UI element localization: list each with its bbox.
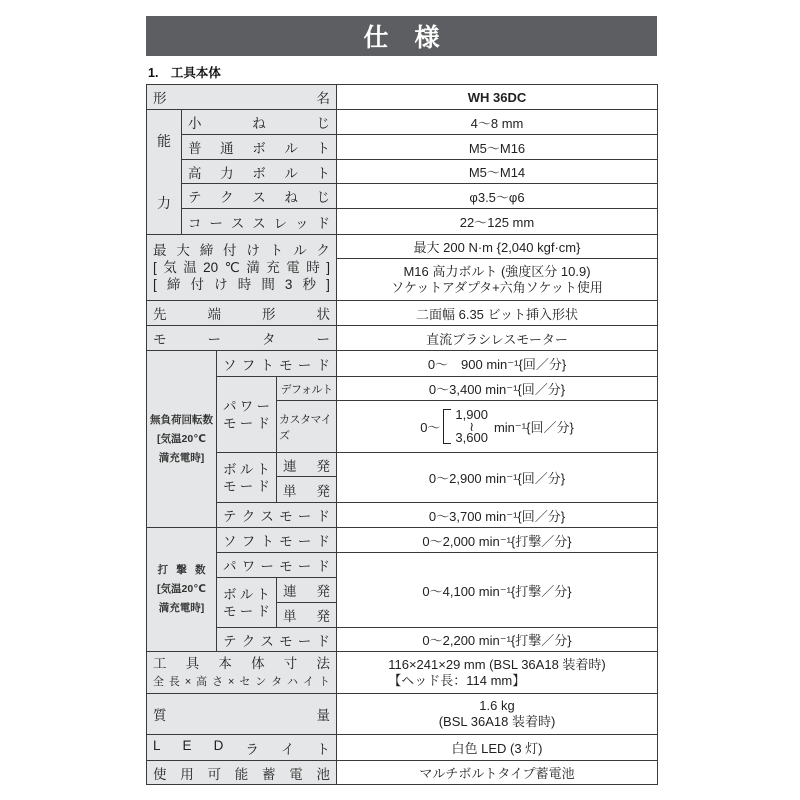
label-condition: 満充電時] xyxy=(158,602,205,614)
label-battery xyxy=(146,760,337,785)
value-high-tension-bolt: M5～M14 xyxy=(336,159,658,184)
label-max-torque xyxy=(146,234,337,301)
label-tex-screw xyxy=(181,183,337,209)
range-min: 1,900 xyxy=(455,407,488,423)
title-banner xyxy=(146,16,657,56)
value-impact-soft-mode: 0～2,000 min⁻¹{打撃／分} xyxy=(336,527,658,553)
label-text: テ ク ス ね じ xyxy=(188,190,330,205)
value-speed-tex-mode: 0～3,700 min⁻¹{回／分} xyxy=(336,502,658,528)
range-value xyxy=(420,409,574,444)
label-speed-single xyxy=(276,476,337,503)
label-model xyxy=(146,84,337,110)
label-impact-bolt-mode xyxy=(216,577,277,628)
label-text: モ ー ド xyxy=(223,603,270,619)
label-text: 高 力 ボ ル ト xyxy=(188,165,330,181)
label-dimensions xyxy=(146,651,337,694)
label-text: 形 名 xyxy=(153,91,330,106)
label-text: ボ ル ト xyxy=(223,461,270,477)
range-max: 3,600 xyxy=(455,430,488,446)
label-text: ソ フ ト モ ー ド xyxy=(223,534,330,549)
label-lines xyxy=(153,242,330,293)
range-prefix: 0～ xyxy=(420,420,441,435)
page-title: 仕様 xyxy=(363,24,466,52)
value-led-light: 白色 LED (3 灯) xyxy=(336,734,658,761)
label-text: 普 通 ボ ル ト xyxy=(188,141,330,156)
value-line: ソケットアダプタ+六角ソケット使用 xyxy=(391,279,603,295)
label-text: ソ フ ト モ ー ド xyxy=(223,357,330,373)
value-speed-customize xyxy=(336,400,658,453)
label-condition: 満充電時] xyxy=(158,451,205,464)
label-condition: [気温20℃ xyxy=(157,583,206,595)
value-line: 116×241×29 mm (BSL 36A18 装着時) xyxy=(388,656,606,672)
label-text: パ ワ ー xyxy=(223,398,270,414)
label-tip-shape xyxy=(146,300,337,326)
value-speed-soft-mode: 0～ 900 min⁻¹{回／分} xyxy=(336,350,658,377)
label-text: モ ー ド xyxy=(223,415,270,431)
label-capacity xyxy=(146,109,182,235)
label-lines xyxy=(223,461,270,495)
label-mass xyxy=(146,693,337,735)
label-speed-default: デフォルト xyxy=(276,376,337,401)
label-text: 工 具 本 体 寸 法 xyxy=(153,655,330,671)
value-model: WH 36DC xyxy=(336,84,658,110)
label-impact-continuous xyxy=(276,577,337,603)
label-text: モ ー ド xyxy=(223,478,270,494)
value-tex-screw: φ3.5～φ6 xyxy=(336,183,658,209)
label-lines xyxy=(157,561,206,618)
label-small-screw xyxy=(181,109,337,135)
label-text: モ ー タ ー xyxy=(153,332,330,347)
label-coarse-thread xyxy=(181,208,337,235)
label-text: コ ー ス ス レ ッ ド xyxy=(188,215,330,231)
label-motor xyxy=(146,325,337,351)
label-impact-single xyxy=(276,602,337,628)
label-text: 単 発 xyxy=(283,483,330,499)
value-dimensions xyxy=(336,651,658,694)
label-lines xyxy=(153,655,330,691)
label-high-tension-bolt xyxy=(181,159,337,184)
value-standard-bolt: M5～M16 xyxy=(336,134,658,160)
label-duration: [ 締 付 け 時 間 3 秒 ] xyxy=(153,277,330,292)
label-speed-soft-mode xyxy=(216,350,337,377)
value-impact-tex-mode: 0～2,200 min⁻¹{打撃／分} xyxy=(336,627,658,652)
label-text: 質 量 xyxy=(153,708,330,723)
label-lines xyxy=(150,411,213,468)
label-led-light xyxy=(146,734,337,761)
label-speed-power-mode xyxy=(216,376,277,453)
label-text: 小 ね じ xyxy=(188,116,330,131)
value-motor: 直流ブラシレスモーター xyxy=(336,325,658,351)
label-text: テ ク ス モ ー ド xyxy=(223,633,330,649)
range-numbers xyxy=(455,409,488,444)
label-text: パ ワ ー モ ー ド xyxy=(223,559,330,574)
value-impact-power-bolt: 0～4,100 min⁻¹{打撃／分} xyxy=(336,552,658,628)
label-lines xyxy=(223,398,270,432)
label-text: 連 発 xyxy=(283,458,330,474)
label-text: 使 用 可 能 蓄 電 池 xyxy=(153,766,330,782)
label-standard-bolt xyxy=(181,134,337,160)
range-unit: min⁻¹{回／分} xyxy=(493,420,574,435)
label-impact-tex-mode xyxy=(216,627,337,652)
range-separator: ≀ xyxy=(469,418,475,434)
value-lines xyxy=(388,657,606,689)
bracket-icon xyxy=(443,409,451,444)
label-no-load-speed xyxy=(146,350,217,528)
label-text: 能 力 xyxy=(157,133,171,211)
value-small-screw: 4～8 mm xyxy=(336,109,658,135)
label-condition: [ 気 温 20 ℃ 満 充 電 時 ] xyxy=(153,260,330,275)
spec-table xyxy=(146,84,658,785)
label-text: L E D ラ イ ト xyxy=(153,737,330,757)
label-text: 先 端 形 状 xyxy=(153,307,330,322)
label-condition: [気温20℃ xyxy=(157,432,206,445)
section-heading: 1. 工具本体 xyxy=(148,66,221,80)
label-text: テ ク ス モ ー ド xyxy=(223,509,330,524)
label-impact-rate xyxy=(146,527,217,652)
value-mass xyxy=(336,693,658,735)
value-line: 【ヘッド長：114 mm】 xyxy=(388,672,526,688)
value-line: 1.6 kg xyxy=(479,698,515,713)
label-speed-customize: カスタマイズ xyxy=(276,400,337,453)
label-text: ボ ル ト xyxy=(223,586,270,602)
label-impact-soft-mode xyxy=(216,527,337,553)
label-text: 連 発 xyxy=(283,584,330,599)
value-speed-default: 0～3,400 min⁻¹{回／分} xyxy=(336,376,658,401)
value-torque-condition xyxy=(336,258,658,301)
value-max-torque: 最大 200 N·m {2,040 kgf·cm} xyxy=(336,234,658,259)
label-speed-bolt-mode xyxy=(216,452,277,503)
label-speed-tex-mode xyxy=(216,502,337,528)
label-text: 打 撃 数 xyxy=(157,564,206,576)
label-lines xyxy=(223,586,270,620)
value-speed-bolt-mode: 0～2,900 min⁻¹{回／分} xyxy=(336,452,658,503)
value-tip-shape: 二面幅 6.35 ビット挿入形状 xyxy=(336,300,658,326)
label-text: 単 発 xyxy=(283,609,330,624)
label-impact-power-mode xyxy=(216,552,337,578)
label-text: 無負荷回転数 xyxy=(150,413,213,426)
value-coarse-thread: 22～125 mm xyxy=(336,208,658,235)
label-text: 最 大 締 付 け ト ル ク xyxy=(153,243,330,258)
value-battery: マルチボルトタイプ蓄電池 xyxy=(336,760,658,785)
label-sublabel: 全 長 × 高 さ × セ ン タ ハ イ ト xyxy=(153,675,330,688)
label-speed-continuous xyxy=(276,452,337,477)
value-line: (BSL 36A18 装着時) xyxy=(438,714,556,729)
value-line: M16 高力ボルト (強度区分 10.9) xyxy=(403,263,591,279)
